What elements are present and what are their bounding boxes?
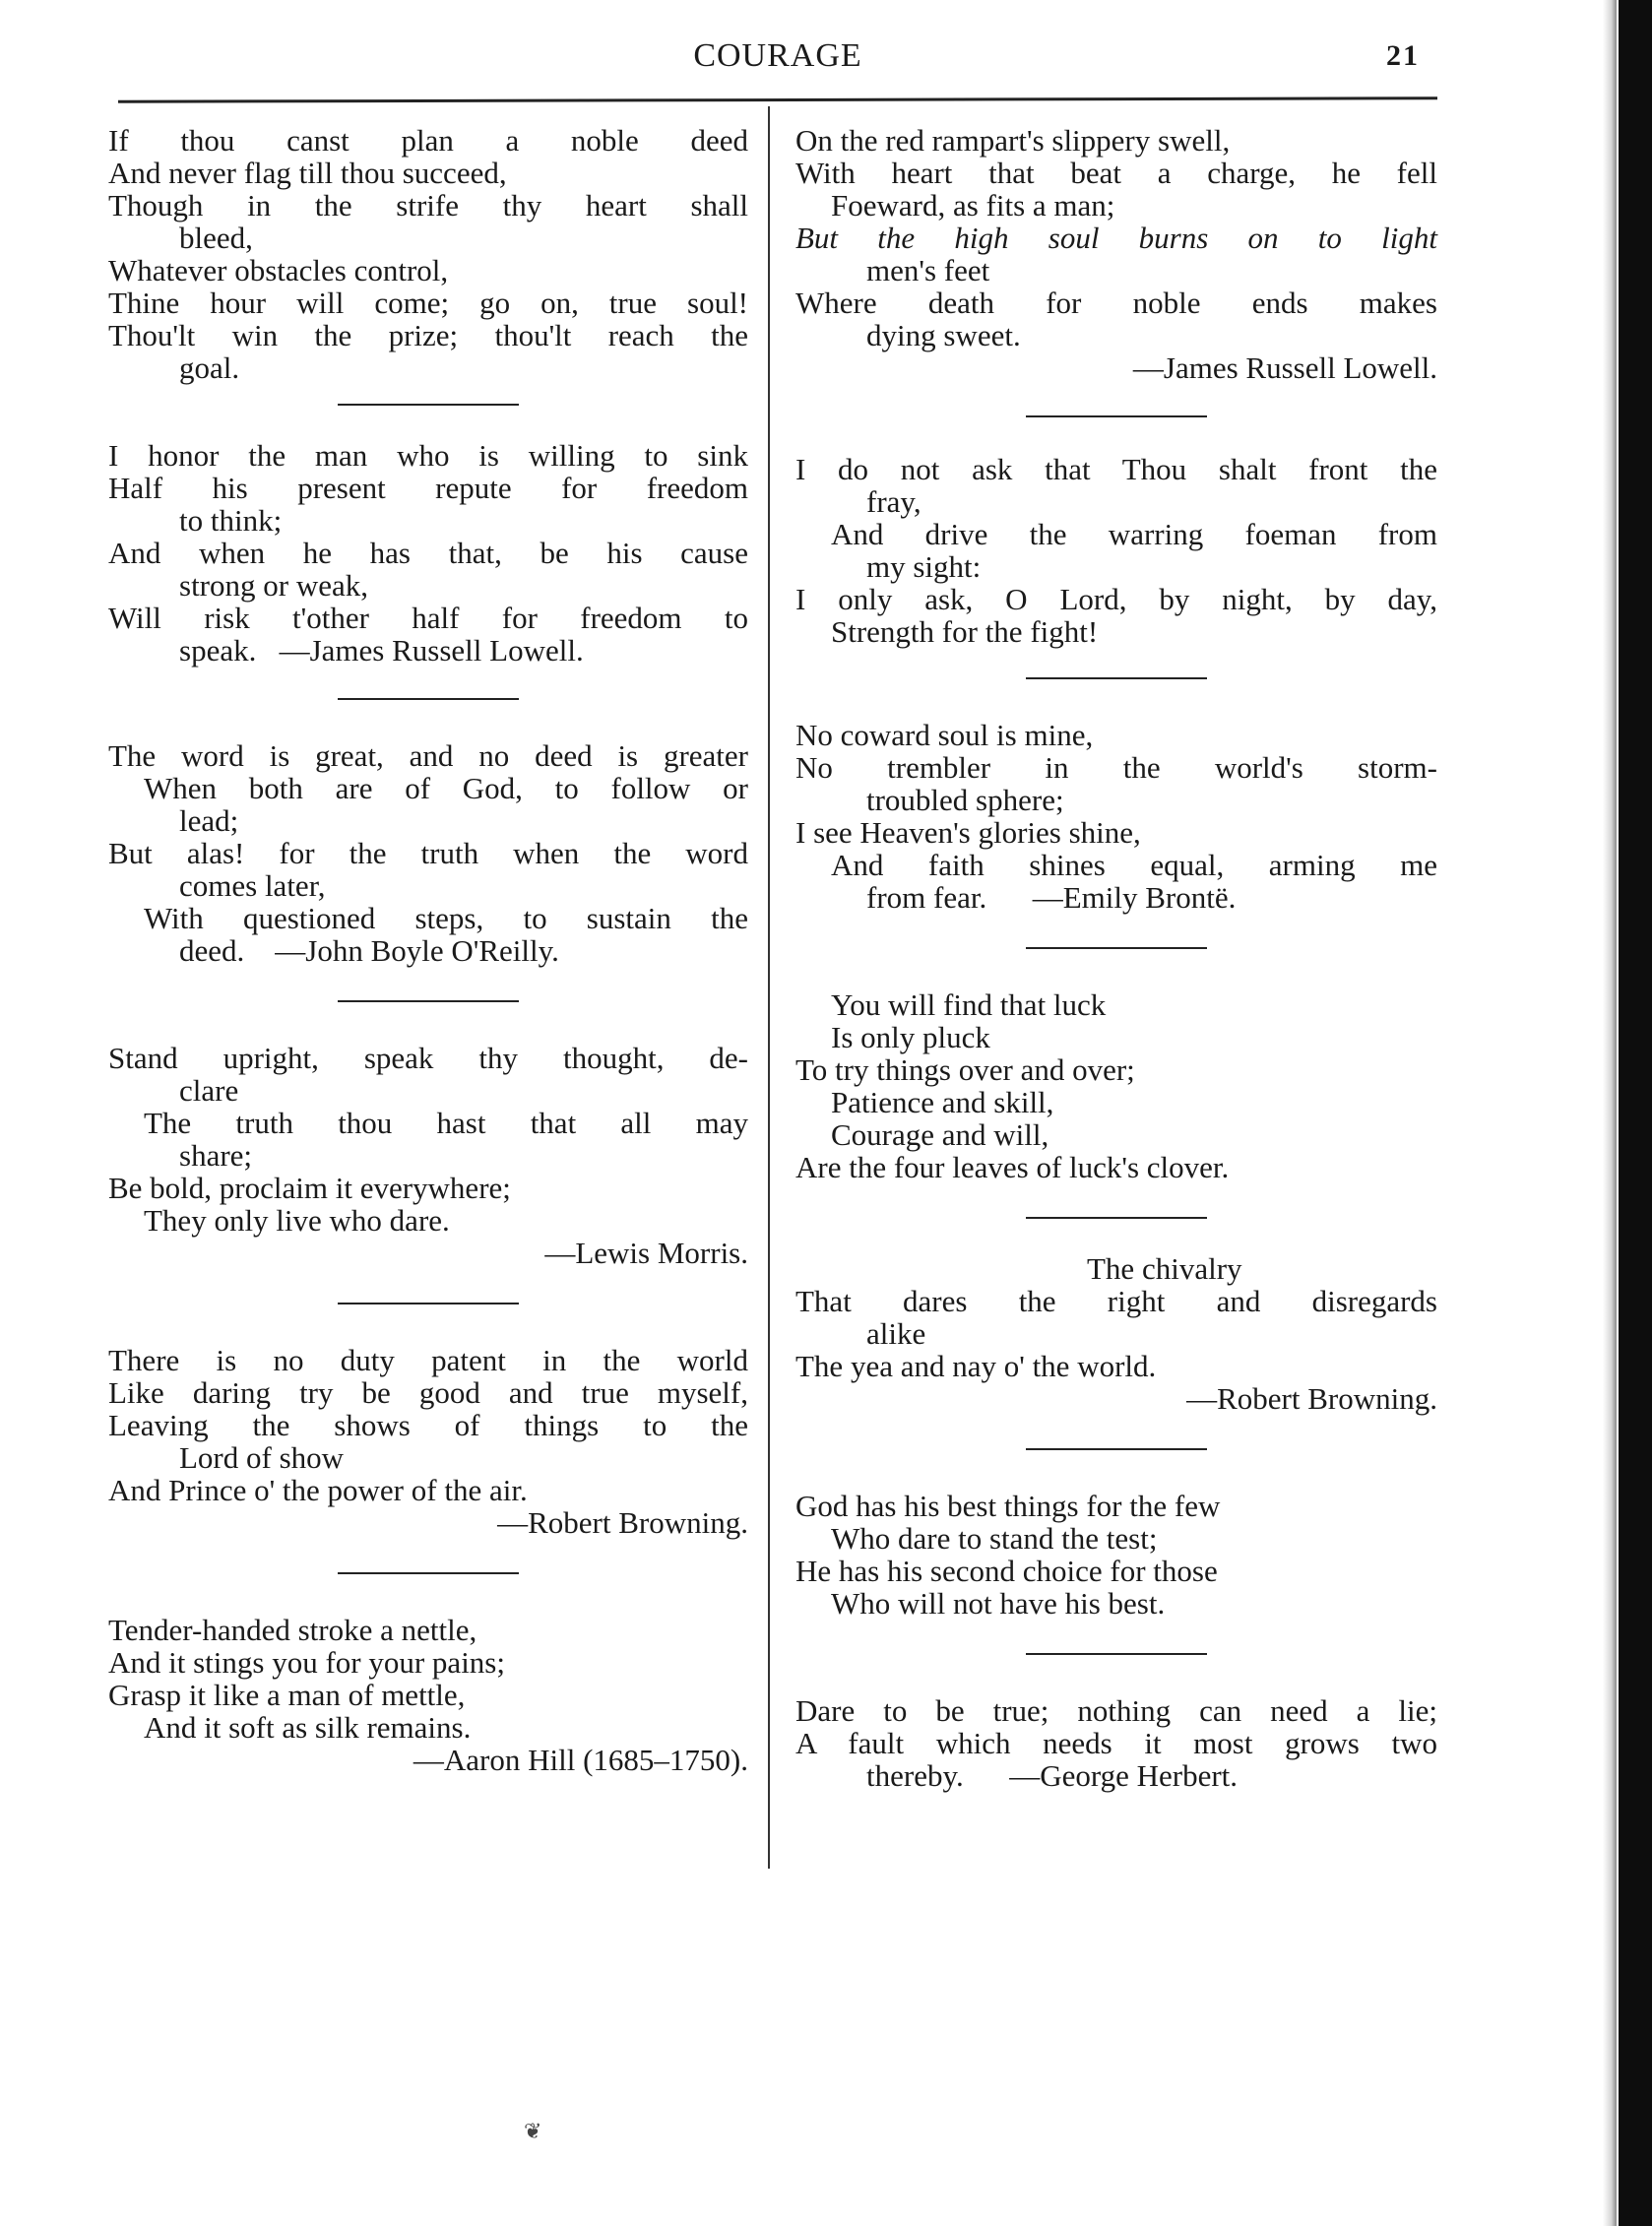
verse-line-attribution: speak. —James Russell Lowell. bbox=[179, 633, 584, 668]
verse-line: The word is great, and no deed is greater bbox=[108, 738, 748, 773]
verse-line: A fault which needs it most grows two bbox=[795, 1726, 1437, 1760]
attribution: —Robert Browning. bbox=[497, 1505, 748, 1540]
quote-entry bbox=[795, 1694, 1437, 1792]
page-gutter-shadow bbox=[1603, 0, 1617, 2226]
section-separator bbox=[338, 1303, 519, 1304]
quote-entry bbox=[795, 453, 1437, 648]
quote-entry bbox=[795, 1490, 1437, 1620]
verse-line: troubled sphere; bbox=[866, 783, 1064, 817]
verse-line: Courage and will, bbox=[831, 1117, 1049, 1152]
verse-line: And drive the warring foeman from bbox=[831, 517, 1437, 551]
quote-entry bbox=[108, 439, 748, 667]
verse-line-attribution: from fear. —Emily Brontë. bbox=[866, 880, 1237, 915]
verse-line: When both are of God, to follow or bbox=[144, 771, 748, 805]
verse-line: Stand upright, speak thy thought, de- bbox=[108, 1041, 748, 1075]
quote-entry bbox=[108, 1042, 748, 1269]
section-separator bbox=[1026, 1217, 1207, 1219]
section-separator bbox=[338, 404, 519, 406]
verse-line: And Prince o' the power of the air. bbox=[108, 1473, 528, 1507]
verse-line: strong or weak, bbox=[179, 568, 368, 603]
verse-line: Where death for noble ends makes bbox=[795, 286, 1437, 320]
attribution: —Aaron Hill (1685–1750). bbox=[413, 1743, 748, 1777]
verse-line: Who dare to stand the test; bbox=[831, 1521, 1158, 1556]
quote-entry bbox=[108, 124, 748, 384]
right-column bbox=[795, 124, 1437, 1792]
verse-line: lead; bbox=[179, 803, 239, 838]
verse-line: clare bbox=[179, 1073, 239, 1108]
verse-line: And never flag till thou succeed, bbox=[108, 156, 507, 190]
verse-line: God has his best things for the few bbox=[795, 1489, 1221, 1523]
verse-line: Be bold, proclaim it everywhere; bbox=[108, 1171, 511, 1205]
footer-ornament: ❦ bbox=[524, 2119, 542, 2143]
verse-line: And faith shines equal, arming me bbox=[831, 848, 1437, 882]
verse-line: bleed, bbox=[179, 221, 253, 255]
verse-line: Tender-handed stroke a nettle, bbox=[108, 1613, 477, 1647]
verse-line: But alas! for the truth when the word bbox=[108, 836, 748, 870]
verse-line: Half his present repute for freedom bbox=[108, 471, 748, 505]
attribution: —Robert Browning. bbox=[1186, 1381, 1437, 1416]
verse-line: I honor the man who is willing to sink bbox=[108, 438, 748, 473]
section-separator bbox=[338, 698, 519, 700]
verse-line: alike bbox=[866, 1316, 926, 1351]
verse-line: Strength for the fight! bbox=[831, 614, 1099, 649]
verse-line: Foeward, as fits a man; bbox=[831, 188, 1115, 223]
section-separator bbox=[338, 1000, 519, 1002]
attribution: —James Russell Lowell. bbox=[1132, 350, 1437, 385]
verse-line: With questioned steps, to sustain the bbox=[144, 901, 748, 935]
verse-line: Grasp it like a man of mettle, bbox=[108, 1678, 466, 1712]
verse-line: And when he has that, be his cause bbox=[108, 536, 748, 570]
verse-line: comes later, bbox=[179, 868, 326, 903]
verse-line: men's feet bbox=[866, 253, 990, 287]
verse-line: Like daring try be good and true myself, bbox=[108, 1375, 748, 1410]
column-divider bbox=[768, 106, 770, 1869]
quote-entry bbox=[108, 1344, 748, 1539]
verse-line: Leaving the shows of things to the bbox=[108, 1408, 748, 1442]
page-number: 21 bbox=[1386, 39, 1420, 72]
verse-line: to think; bbox=[179, 503, 283, 538]
verse-line: There is no duty patent in the world bbox=[108, 1343, 748, 1377]
section-separator bbox=[1026, 1653, 1207, 1655]
verse-line: The chivalry bbox=[1087, 1251, 1242, 1286]
verse-line: And it stings you for your pains; bbox=[108, 1645, 505, 1680]
verse-line: The yea and nay o' the world. bbox=[795, 1349, 1157, 1383]
book-spine-edge bbox=[1619, 0, 1652, 2226]
section-separator bbox=[1026, 415, 1207, 417]
verse-line-attribution: thereby. —George Herbert. bbox=[866, 1758, 1239, 1793]
verse-line: That dares the right and disregards bbox=[795, 1284, 1437, 1318]
verse-line: And it soft as silk remains. bbox=[144, 1710, 472, 1745]
verse-line: No trembler in the world's storm- bbox=[795, 750, 1437, 785]
verse-line: Patience and skill, bbox=[831, 1085, 1054, 1119]
verse-line: I see Heaven's glories shine, bbox=[795, 815, 1141, 850]
verse-line: my sight: bbox=[866, 549, 982, 584]
verse-line: Lord of show bbox=[179, 1440, 345, 1475]
verse-line: share; bbox=[179, 1138, 253, 1173]
verse-line: You will find that luck bbox=[831, 987, 1107, 1022]
verse-line: Dare to be true; nothing can need a lie; bbox=[795, 1693, 1437, 1728]
verse-line: Will risk t'other half for freedom to bbox=[108, 601, 748, 635]
section-separator bbox=[1026, 947, 1207, 949]
verse-line: Who will not have his best. bbox=[831, 1586, 1166, 1621]
verse-line: I only ask, O Lord, by night, by day, bbox=[795, 582, 1437, 616]
verse-line-attribution: deed. —John Boyle O'Reilly. bbox=[179, 933, 559, 968]
verse-line: Are the four leaves of luck's clover. bbox=[795, 1150, 1230, 1184]
quote-entry bbox=[795, 719, 1437, 914]
header-rule bbox=[118, 96, 1437, 103]
verse-line: Thou'lt win the prize; thou'lt reach the bbox=[108, 318, 748, 352]
verse-line: Though in the strife thy heart shall bbox=[108, 188, 748, 223]
verse-line: The truth thou hast that all may bbox=[144, 1106, 748, 1140]
verse-line: Is only pluck bbox=[831, 1020, 990, 1054]
verse-line: No coward soul is mine, bbox=[795, 718, 1094, 752]
running-title: COURAGE bbox=[693, 37, 862, 74]
quote-entry bbox=[108, 1614, 748, 1776]
section-separator bbox=[338, 1572, 519, 1574]
verse-line: I do not ask that Thou shalt front the bbox=[795, 452, 1437, 486]
verse-line: fray, bbox=[866, 484, 921, 519]
section-separator bbox=[1026, 1448, 1207, 1450]
verse-line: If thou canst plan a noble deed bbox=[108, 123, 748, 158]
quote-entry bbox=[795, 988, 1437, 1183]
section-separator bbox=[1026, 677, 1207, 679]
quote-entry bbox=[108, 739, 748, 967]
verse-line: On the red rampart's slippery swell, bbox=[795, 123, 1231, 158]
verse-line: dying sweet. bbox=[866, 318, 1021, 352]
verse-line: To try things over and over; bbox=[795, 1052, 1135, 1087]
quote-entry bbox=[795, 1252, 1437, 1415]
quote-entry bbox=[795, 124, 1437, 384]
verse-line: They only live who dare. bbox=[144, 1203, 450, 1238]
verse-line: But the high soul burns on to light bbox=[795, 221, 1437, 255]
verse-line: Whatever obstacles control, bbox=[108, 253, 449, 287]
verse-line: He has his second choice for those bbox=[795, 1554, 1218, 1588]
attribution: —Lewis Morris. bbox=[544, 1236, 748, 1270]
verse-line: Thine hour will come; go on, true soul! bbox=[108, 286, 748, 320]
left-column bbox=[108, 124, 748, 1776]
verse-line: With heart that beat a charge, he fell bbox=[795, 156, 1437, 190]
verse-line: goal. bbox=[179, 350, 240, 385]
